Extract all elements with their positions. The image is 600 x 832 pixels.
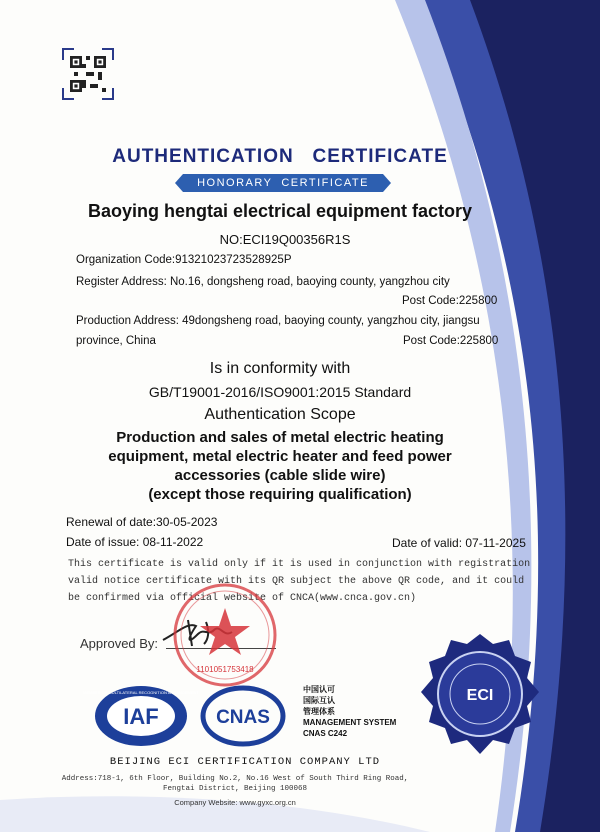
register-address: Register Address: No.16, dongsheng road, baoying county, yangzhou city [76, 276, 450, 288]
organization-code: Organization Code:91321023723528925P [76, 254, 292, 266]
company-name: Baoying hengtai electrical equipment factory [87, 201, 473, 221]
scope-line: (except those requiring qualification) [148, 486, 412, 503]
notice-line: valid notice certificate with its QR subject the above QR code, and it could [68, 576, 525, 587]
iaf-ring-text: MEMBER OF MULTILATERAL RECOGNITION ARRANGEMENT [83, 690, 199, 695]
scope-line: equipment, metal electric heater and feed power [108, 448, 452, 465]
scope-line: accessories (cable slide wire) [174, 467, 386, 484]
iaf-logo [83, 684, 199, 748]
scope-text [0, 428, 560, 504]
eci-seal-badge [417, 632, 543, 758]
eci-text: ECI [466, 687, 494, 704]
certificate-number: NO:ECI19Q00356R1S [219, 232, 351, 247]
stamp-number: 1101051753418 [196, 665, 254, 674]
renewal-date: Renewal of date:30-05-2023 [66, 515, 218, 529]
standard-line: GB/T19001-2016/ISO9001:2015 Standard [148, 384, 412, 400]
issue-date: Date of issue: 08-11-2022 [66, 535, 204, 549]
post-code: Post Code:225800 [403, 335, 499, 347]
approved-by-label: Approved By: [80, 636, 159, 651]
notice-line: This certificate is valid only if it is used in conjunction with registration [68, 559, 531, 570]
cnas-text: CNAS [216, 707, 270, 728]
issuer-website: Company Website: www.gyxc.org.cn [174, 798, 296, 807]
scope-heading: Authentication Scope [204, 406, 356, 423]
conformity-heading: Is in conformity with [209, 360, 351, 377]
cnas-logo [200, 684, 286, 748]
production-address: Production Address: 49dongsheng road, baoying county, yangzhou city, jiangsu [76, 315, 480, 327]
address-line: Address:718-1, 6th Floor, Building No.2, No.16 West of South Third Ring Road, [61, 775, 409, 783]
cnas-accreditation-text [303, 684, 396, 739]
qr-pattern-icon [70, 56, 106, 92]
production-address-cont: province, China [76, 335, 156, 347]
scope-line: Production and sales of metal electric heating [116, 429, 444, 446]
official-seal-stamp [170, 580, 280, 690]
cn-line: 国际互认 [303, 696, 335, 705]
notice-line: be confirmed via official website of CNCA(www.cnca.gov.cn) [68, 593, 417, 604]
honorary-ribbon: HONORARY CERTIFICATE [183, 174, 383, 192]
issuer-address [0, 774, 470, 794]
cn-line: 管理体系 [303, 707, 335, 716]
validity-notice [68, 556, 530, 607]
certificate-title: AUTHENTICATION CERTIFICATE [112, 146, 448, 167]
cn-line: 中国认可 [303, 685, 335, 694]
address-line: Fengtai District, Beijing 100068 [162, 785, 308, 793]
management-system-label: MANAGEMENT SYSTEM [303, 718, 397, 727]
valid-date: Date of valid: 07-11-2025 [392, 536, 526, 550]
qr-code [62, 48, 114, 100]
post-code: Post Code:225800 [402, 295, 498, 307]
iaf-text: IAF [123, 704, 159, 729]
cnas-code: CNAS C242 [303, 729, 348, 738]
issuer-company: BEIJING ECI CERTIFICATION COMPANY LTD [109, 756, 381, 768]
